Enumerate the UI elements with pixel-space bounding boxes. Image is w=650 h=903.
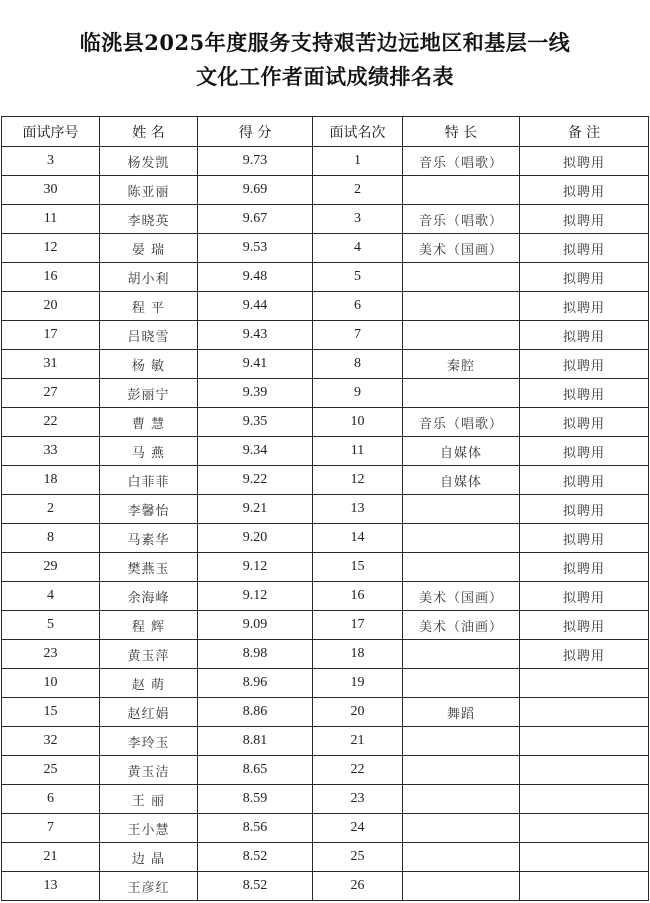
cell-seq: 15 [2, 698, 100, 727]
table-body [2, 147, 649, 901]
table-row [2, 698, 649, 727]
cell-seq: 17 [2, 321, 100, 350]
cell-rank: 22 [313, 756, 403, 785]
cell-name: 樊燕玉 [100, 553, 198, 582]
cell-rank: 23 [313, 785, 403, 814]
cell-name: 晏 瑞 [100, 234, 198, 263]
cell-seq: 8 [2, 524, 100, 553]
cell-seq: 18 [2, 466, 100, 495]
cell-rank: 14 [313, 524, 403, 553]
cell-score: 8.65 [198, 756, 313, 785]
cell-rank: 4 [313, 234, 403, 263]
table-row [2, 669, 649, 698]
header-seq: 面试序号 [2, 117, 100, 147]
cell-specialty: 美术（国画） [403, 234, 520, 263]
table-row [2, 785, 649, 814]
cell-rank: 5 [313, 263, 403, 292]
table-row [2, 727, 649, 756]
cell-note: 拟聘用 [520, 466, 649, 495]
cell-specialty [403, 553, 520, 582]
cell-seq: 16 [2, 263, 100, 292]
cell-score: 8.98 [198, 640, 313, 669]
cell-specialty [403, 843, 520, 872]
table-row [2, 379, 649, 408]
cell-rank: 19 [313, 669, 403, 698]
cell-score: 9.12 [198, 553, 313, 582]
document-title [0, 26, 650, 94]
cell-score: 8.81 [198, 727, 313, 756]
cell-specialty [403, 292, 520, 321]
cell-note [520, 669, 649, 698]
cell-seq: 25 [2, 756, 100, 785]
cell-specialty: 音乐（唱歌） [403, 147, 520, 176]
cell-note: 拟聘用 [520, 379, 649, 408]
cell-note [520, 872, 649, 901]
cell-specialty [403, 872, 520, 901]
cell-specialty [403, 263, 520, 292]
cell-seq: 21 [2, 843, 100, 872]
header-score: 得 分 [198, 117, 313, 147]
cell-name: 边 晶 [100, 843, 198, 872]
cell-specialty [403, 756, 520, 785]
cell-note: 拟聘用 [520, 408, 649, 437]
cell-note: 拟聘用 [520, 640, 649, 669]
cell-score: 8.96 [198, 669, 313, 698]
table-row [2, 843, 649, 872]
table-row [2, 350, 649, 379]
cell-seq: 2 [2, 495, 100, 524]
cell-name: 白菲菲 [100, 466, 198, 495]
cell-specialty [403, 524, 520, 553]
cell-rank: 15 [313, 553, 403, 582]
cell-score: 9.48 [198, 263, 313, 292]
cell-seq: 31 [2, 350, 100, 379]
cell-name: 李馨怡 [100, 495, 198, 524]
cell-name: 李玲玉 [100, 727, 198, 756]
cell-specialty: 秦腔 [403, 350, 520, 379]
cell-name: 赵 萌 [100, 669, 198, 698]
cell-score: 9.20 [198, 524, 313, 553]
cell-seq: 32 [2, 727, 100, 756]
table-row [2, 553, 649, 582]
cell-score: 9.67 [198, 205, 313, 234]
cell-rank: 1 [313, 147, 403, 176]
cell-specialty: 美术（油画） [403, 611, 520, 640]
cell-name: 赵红娟 [100, 698, 198, 727]
cell-specialty [403, 814, 520, 843]
cell-score: 8.59 [198, 785, 313, 814]
cell-name: 余海峰 [100, 582, 198, 611]
cell-note [520, 756, 649, 785]
table-row [2, 582, 649, 611]
cell-note: 拟聘用 [520, 553, 649, 582]
cell-seq: 29 [2, 553, 100, 582]
cell-name: 吕晓雪 [100, 321, 198, 350]
cell-note: 拟聘用 [520, 495, 649, 524]
cell-seq: 12 [2, 234, 100, 263]
table-row [2, 321, 649, 350]
cell-rank: 8 [313, 350, 403, 379]
cell-note: 拟聘用 [520, 205, 649, 234]
cell-name: 杨 敏 [100, 350, 198, 379]
cell-score: 9.22 [198, 466, 313, 495]
table-row [2, 292, 649, 321]
cell-note: 拟聘用 [520, 234, 649, 263]
cell-seq: 6 [2, 785, 100, 814]
cell-rank: 16 [313, 582, 403, 611]
table-row [2, 176, 649, 205]
cell-note: 拟聘用 [520, 350, 649, 379]
table-row [2, 872, 649, 901]
header-rank: 面试名次 [313, 117, 403, 147]
cell-name: 胡小利 [100, 263, 198, 292]
cell-score: 9.39 [198, 379, 313, 408]
table-row [2, 234, 649, 263]
cell-note [520, 698, 649, 727]
cell-score: 9.69 [198, 176, 313, 205]
cell-rank: 18 [313, 640, 403, 669]
cell-rank: 10 [313, 408, 403, 437]
cell-specialty [403, 495, 520, 524]
cell-note: 拟聘用 [520, 582, 649, 611]
cell-rank: 13 [313, 495, 403, 524]
cell-name: 陈亚丽 [100, 176, 198, 205]
cell-specialty [403, 785, 520, 814]
cell-rank: 3 [313, 205, 403, 234]
cell-score: 8.86 [198, 698, 313, 727]
cell-name: 程 辉 [100, 611, 198, 640]
cell-rank: 11 [313, 437, 403, 466]
table-row [2, 437, 649, 466]
score-ranking-table [1, 116, 649, 901]
table-row [2, 147, 649, 176]
cell-rank: 6 [313, 292, 403, 321]
cell-score: 9.73 [198, 147, 313, 176]
cell-name: 马 燕 [100, 437, 198, 466]
cell-name: 黄玉萍 [100, 640, 198, 669]
cell-name: 王 丽 [100, 785, 198, 814]
cell-seq: 23 [2, 640, 100, 669]
table-header-row [2, 117, 649, 147]
cell-name: 曹 慧 [100, 408, 198, 437]
cell-note [520, 843, 649, 872]
cell-seq: 10 [2, 669, 100, 698]
header-name: 姓 名 [100, 117, 198, 147]
cell-note: 拟聘用 [520, 176, 649, 205]
cell-note: 拟聘用 [520, 524, 649, 553]
cell-rank: 24 [313, 814, 403, 843]
table-row [2, 524, 649, 553]
cell-rank: 21 [313, 727, 403, 756]
title-line-1: 临洮县2025年度服务支持艰苦边远地区和基层一线 [79, 30, 571, 55]
cell-name: 彭丽宁 [100, 379, 198, 408]
cell-note: 拟聘用 [520, 611, 649, 640]
cell-name: 程 平 [100, 292, 198, 321]
cell-rank: 9 [313, 379, 403, 408]
cell-name: 王彦红 [100, 872, 198, 901]
cell-name: 杨发凯 [100, 147, 198, 176]
table-row [2, 466, 649, 495]
cell-seq: 4 [2, 582, 100, 611]
table-row [2, 495, 649, 524]
cell-note: 拟聘用 [520, 263, 649, 292]
cell-specialty [403, 379, 520, 408]
cell-score: 9.41 [198, 350, 313, 379]
cell-score: 8.56 [198, 814, 313, 843]
cell-specialty: 音乐（唱歌） [403, 205, 520, 234]
cell-specialty [403, 321, 520, 350]
cell-name: 李晓英 [100, 205, 198, 234]
cell-name: 王小慧 [100, 814, 198, 843]
cell-score: 9.09 [198, 611, 313, 640]
cell-specialty [403, 176, 520, 205]
header-specialty: 特 长 [403, 117, 520, 147]
cell-note: 拟聘用 [520, 321, 649, 350]
cell-specialty: 美术（国画） [403, 582, 520, 611]
cell-seq: 22 [2, 408, 100, 437]
cell-score: 9.21 [198, 495, 313, 524]
cell-rank: 17 [313, 611, 403, 640]
cell-specialty [403, 727, 520, 756]
cell-rank: 25 [313, 843, 403, 872]
cell-note [520, 727, 649, 756]
cell-note: 拟聘用 [520, 147, 649, 176]
cell-rank: 7 [313, 321, 403, 350]
cell-name: 黄玉洁 [100, 756, 198, 785]
cell-score: 9.35 [198, 408, 313, 437]
cell-seq: 33 [2, 437, 100, 466]
cell-specialty [403, 640, 520, 669]
cell-note: 拟聘用 [520, 437, 649, 466]
table-row [2, 263, 649, 292]
cell-seq: 3 [2, 147, 100, 176]
cell-specialty: 自媒体 [403, 437, 520, 466]
cell-rank: 26 [313, 872, 403, 901]
cell-score: 9.53 [198, 234, 313, 263]
cell-seq: 5 [2, 611, 100, 640]
table-row [2, 640, 649, 669]
table-row [2, 408, 649, 437]
cell-seq: 11 [2, 205, 100, 234]
cell-score: 8.52 [198, 843, 313, 872]
cell-name: 马素华 [100, 524, 198, 553]
header-note: 备 注 [520, 117, 649, 147]
cell-specialty: 音乐（唱歌） [403, 408, 520, 437]
cell-rank: 20 [313, 698, 403, 727]
table-row [2, 611, 649, 640]
cell-seq: 13 [2, 872, 100, 901]
cell-seq: 30 [2, 176, 100, 205]
cell-specialty [403, 669, 520, 698]
cell-note [520, 785, 649, 814]
title-line-2: 文化工作者面试成绩排名表 [196, 64, 454, 89]
cell-seq: 7 [2, 814, 100, 843]
table-row [2, 756, 649, 785]
cell-score: 9.12 [198, 582, 313, 611]
table-row [2, 814, 649, 843]
cell-note [520, 814, 649, 843]
cell-seq: 20 [2, 292, 100, 321]
cell-rank: 12 [313, 466, 403, 495]
table-row [2, 205, 649, 234]
cell-specialty: 舞蹈 [403, 698, 520, 727]
cell-score: 9.43 [198, 321, 313, 350]
cell-specialty: 自媒体 [403, 466, 520, 495]
cell-note: 拟聘用 [520, 292, 649, 321]
cell-rank: 2 [313, 176, 403, 205]
cell-seq: 27 [2, 379, 100, 408]
cell-score: 9.44 [198, 292, 313, 321]
cell-score: 8.52 [198, 872, 313, 901]
cell-score: 9.34 [198, 437, 313, 466]
